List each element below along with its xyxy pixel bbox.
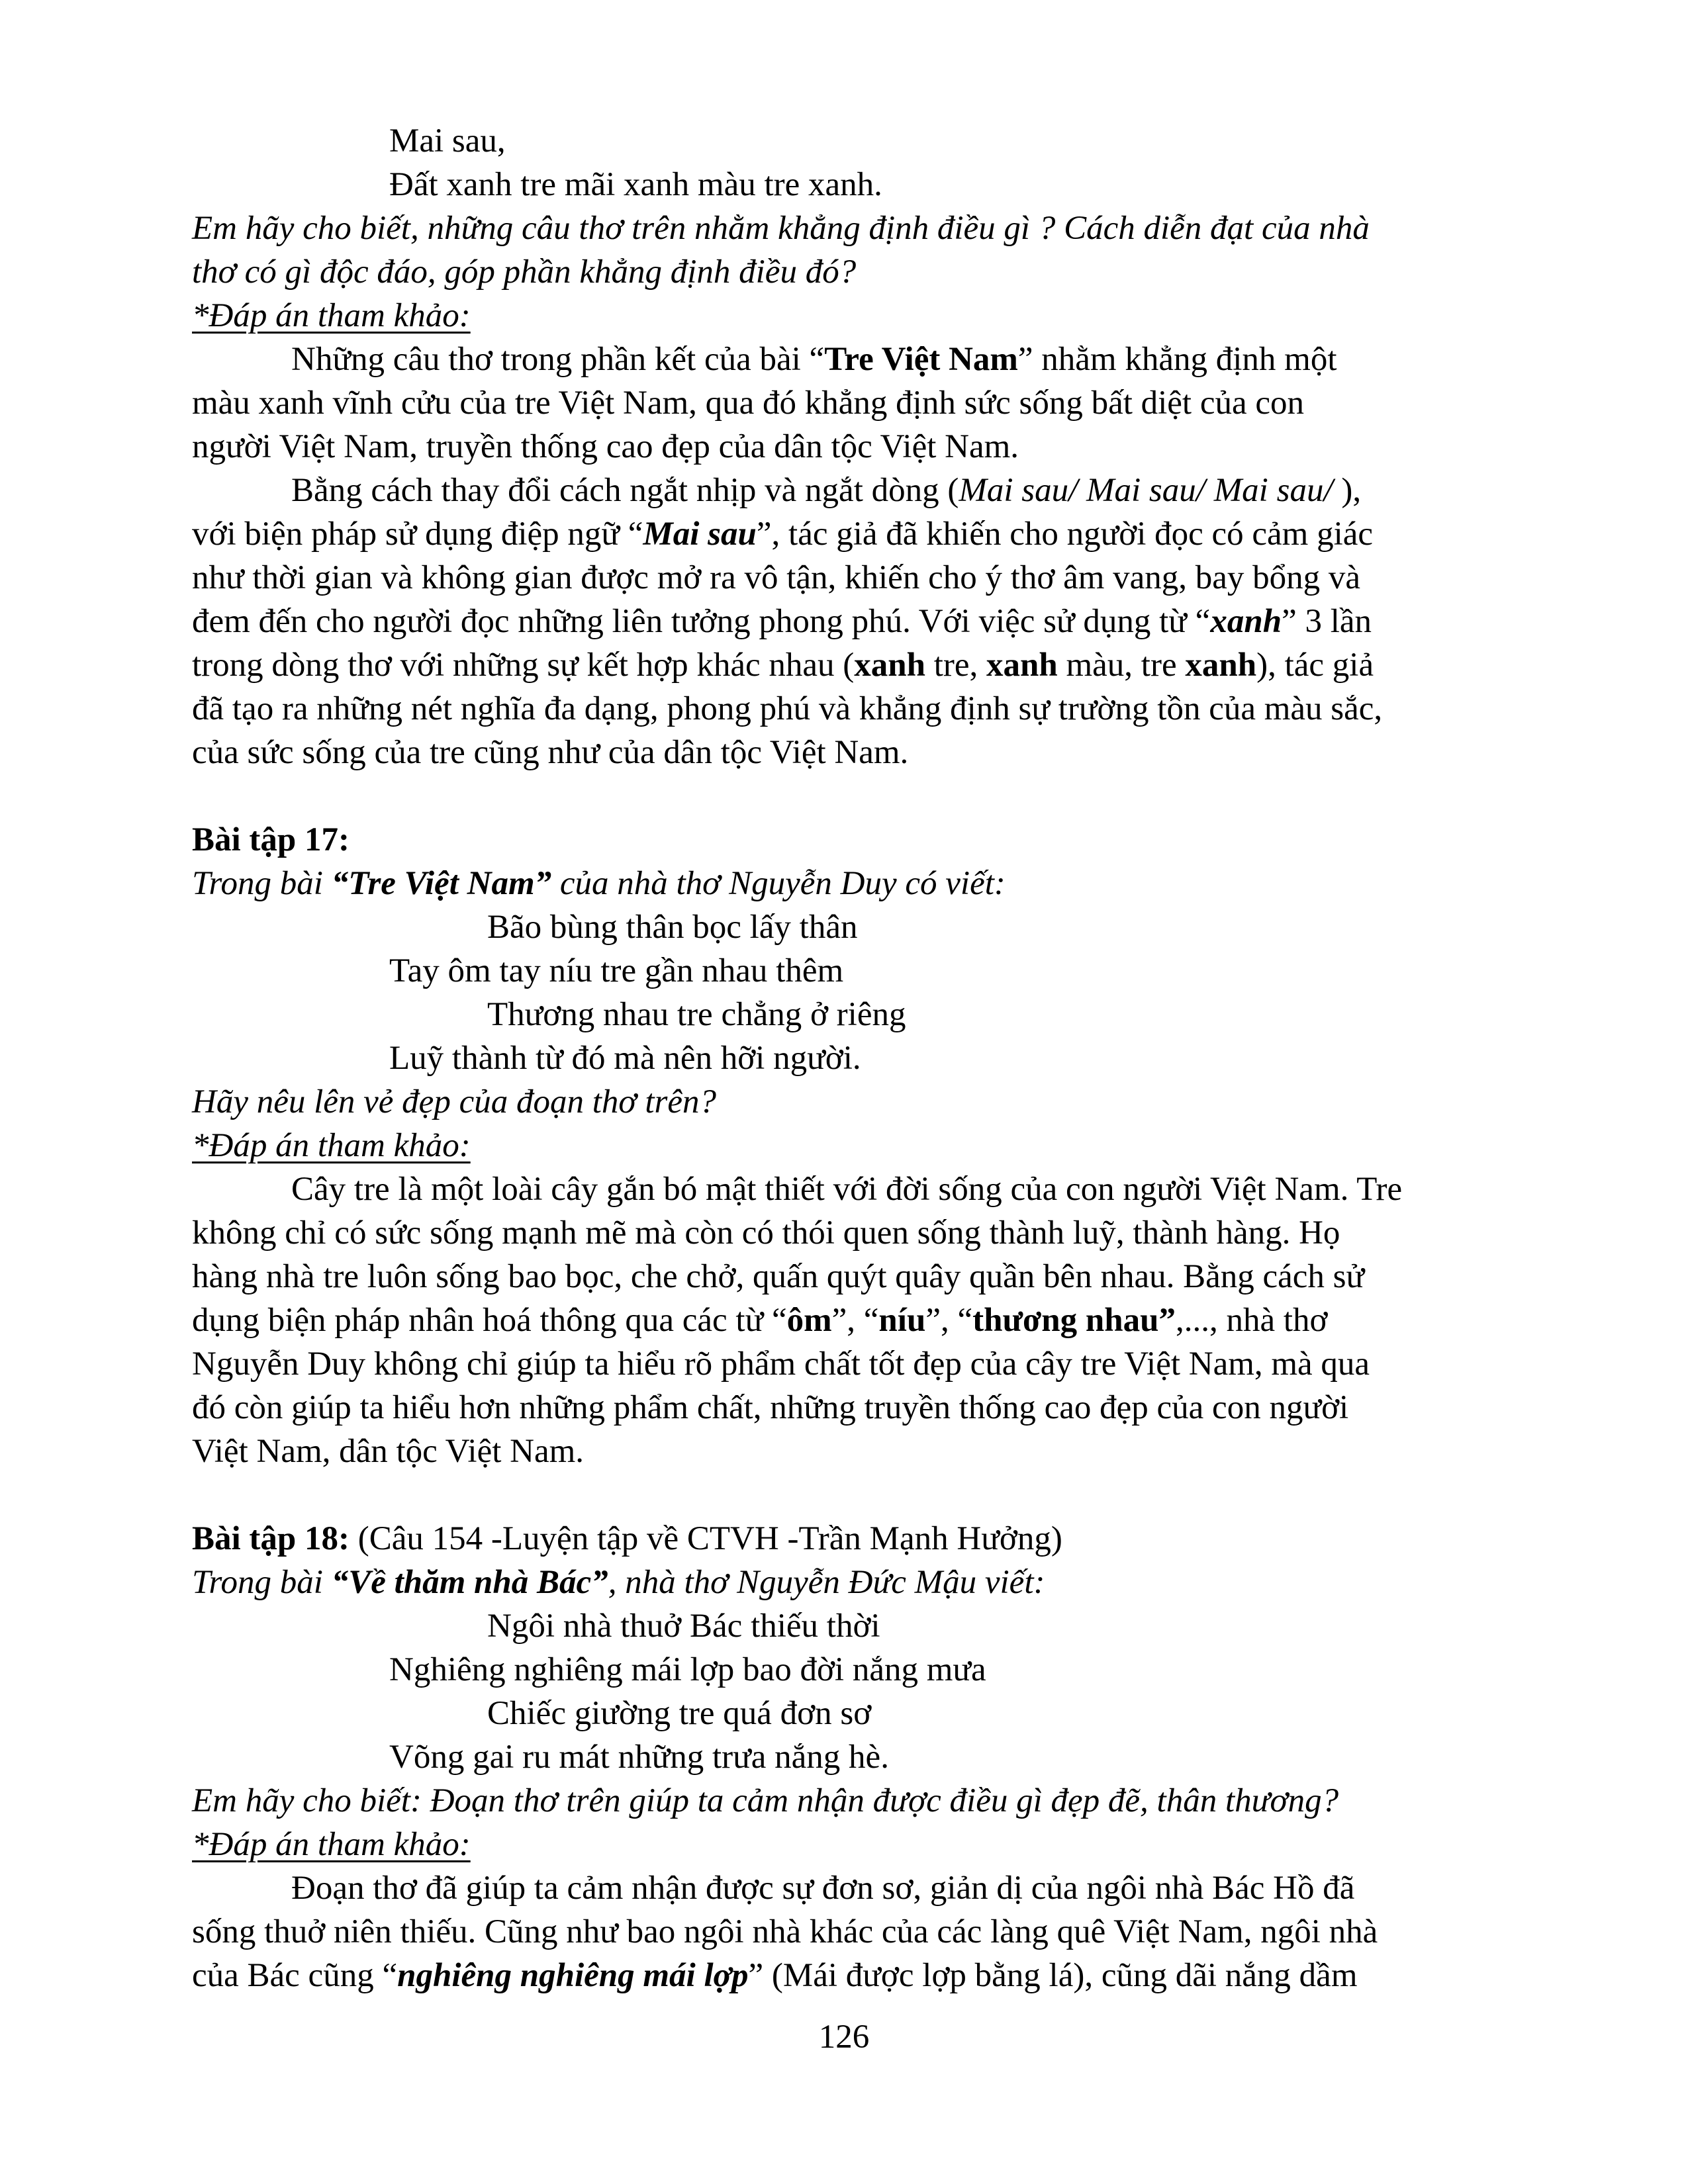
answer-text: ), tác giả (1256, 647, 1374, 684)
poem-line: Nghiêng nghiêng mái lợp bao đời nắng mưa (389, 1651, 986, 1688)
answer-text: với biện pháp sử dụng điệp ngữ “ (192, 516, 643, 553)
answer-text-italic: Mai sau/ Mai sau/ Mai sau/ (959, 472, 1333, 509)
answer-text: tre, (925, 647, 987, 684)
answer-line: sống thuở niên thiếu. Cũng như bao ngôi nhà khác của các làng quê Việt Nam, ngôi nhà (192, 1913, 1378, 1950)
answer-line: Cây tre là một loài cây gắn bó mật thiết với đời sống của con người Việt Nam. Tre (291, 1171, 1403, 1208)
exercise-heading: Bài tập 18: (192, 1520, 350, 1557)
poem-line: Đất xanh tre mãi xanh màu tre xanh. (389, 166, 882, 203)
answer-label: *Đáp án tham khảo: (192, 297, 471, 334)
question-text: Hãy nêu lên vẻ đẹp của đoạn thơ trên? (192, 1083, 716, 1120)
answer-line: Đoạn thơ đã giúp ta cảm nhận được sự đơn sơ, giản dị của ngôi nhà Bác Hồ đã (291, 1870, 1355, 1907)
answer-text-bold: thương nhau” (972, 1302, 1176, 1339)
exercise-heading: Bài tập 17: (192, 821, 350, 858)
poem-line: Tay ôm tay níu tre gần nhau thêm (389, 952, 844, 989)
answer-text: ”, “ (831, 1302, 879, 1339)
intro-text: của nhà thơ Nguyễn Duy có viết: (551, 865, 1006, 902)
answer-text: ), (1333, 472, 1362, 509)
answer-text: ”, “ (925, 1302, 973, 1339)
exercise-intro (192, 1561, 1045, 1604)
answer-line: như thời gian và không gian được mở ra vô tận, khiến cho ý thơ âm vang, bay bổng và (192, 559, 1361, 596)
intro-text: Trong bài (192, 865, 332, 902)
answer-text: Bằng cách thay đổi cách ngắt nhịp và ngắt dòng ( (291, 472, 959, 509)
answer-line: hàng nhà tre luôn sống bao bọc, che chở, quấn quýt quây quần bên nhau. Bằng cách sử (192, 1258, 1365, 1295)
answer-line (291, 338, 1337, 381)
answer-text: ”, tác giả đã khiến cho người đọc có cảm giác (756, 516, 1374, 553)
poem-line: Ngôi nhà thuở Bác thiếu thời (487, 1608, 880, 1645)
answer-text: ” (Mái được lợp bằng lá), cũng dãi nắng dầm (748, 1957, 1358, 1994)
answer-text: Những câu thơ trong phần kết của bài “ (291, 341, 825, 378)
answer-line (192, 643, 1374, 687)
answer-text-bold: níu (878, 1302, 926, 1339)
poem-line: Bão bùng thân bọc lấy thân (487, 909, 858, 946)
poem-title: “Tre Việt Nam” (331, 865, 552, 902)
answer-line (291, 469, 1361, 512)
exercise-source: (Câu 154 -Luyện tập về CTVH -Trần Mạnh Hưởng) (350, 1520, 1062, 1557)
answer-text: màu, tre (1057, 647, 1186, 684)
answer-text: của Bác cũng “ (192, 1957, 398, 1994)
answer-text-bold: ôm (786, 1302, 832, 1339)
answer-text: ” 3 lần (1282, 603, 1372, 640)
answer-text-bold: xanh (854, 647, 925, 684)
answer-text-bold: Tre Việt Nam (824, 341, 1018, 378)
answer-label: *Đáp án tham khảo: (192, 1127, 471, 1164)
poem-line: Võng gai ru mát những trưa nắng hè. (389, 1739, 889, 1776)
answer-line (192, 600, 1372, 643)
exercise-heading-line (192, 1517, 1062, 1561)
answer-line: người Việt Nam, truyền thống cao đẹp của dân tộc Việt Nam. (192, 428, 1019, 465)
poem-line: Thương nhau tre chẳng ở riêng (487, 996, 906, 1033)
intro-text: , nhà thơ Nguyễn Đức Mậu viết: (608, 1564, 1045, 1601)
answer-text-bold: xanh (1185, 647, 1257, 684)
answer-line (192, 1954, 1357, 1997)
poem-line: Chiếc giường tre quá đơn sơ (487, 1695, 872, 1732)
answer-text-bold: xanh (1210, 603, 1282, 640)
answer-text: trong dòng thơ với những sự kết hợp khác nhau ( (192, 647, 855, 684)
answer-line: Việt Nam, dân tộc Việt Nam. (192, 1433, 585, 1470)
answer-text: ,..., nhà thơ (1176, 1302, 1328, 1339)
poem-line: Mai sau, (389, 122, 506, 159)
question-text: Em hãy cho biết: Đoạn thơ trên giúp ta cảm nhận được điều gì đẹp đẽ, thân thương? (192, 1782, 1339, 1819)
exercise-intro (192, 862, 1006, 905)
answer-line: không chỉ có sức sống mạnh mẽ mà còn có thói quen sống thành luỹ, thành hàng. Họ (192, 1214, 1340, 1251)
answer-label: *Đáp án tham khảo: (192, 1826, 471, 1863)
answer-text-bold: xanh (986, 647, 1058, 684)
answer-line: đó còn giúp ta hiểu hơn những phẩm chất, những truyền thống cao đẹp của con người (192, 1389, 1349, 1426)
answer-text-bold: nghiêng nghiêng mái lợp (397, 1957, 749, 1994)
answer-line (192, 1298, 1328, 1342)
answer-line: màu xanh vĩnh cửu của tre Việt Nam, qua đó khẳng định sức sống bất diệt của con (192, 385, 1305, 422)
answer-line: Nguyễn Duy không chỉ giúp ta hiểu rõ phẩm chất tốt đẹp của cây tre Việt Nam, mà qua (192, 1345, 1370, 1383)
question-text: thơ có gì độc đáo, góp phần khẳng định điều đó? (192, 253, 857, 291)
answer-line (192, 512, 1373, 556)
question-text: Em hãy cho biết, những câu thơ trên nhằm khẳng định điều gì ? Cách diễn đạt của nhà (192, 210, 1370, 247)
poem-title: “Về thăm nhà Bác” (331, 1564, 608, 1601)
answer-text: ” nhằm khẳng định một (1017, 341, 1337, 378)
intro-text: Trong bài (192, 1564, 332, 1601)
answer-line: đã tạo ra những nét nghĩa đa dạng, phong phú và khẳng định sự trường tồn của màu sắc, (192, 690, 1383, 727)
page-number: 126 (818, 2019, 870, 2056)
poem-line: Luỹ thành từ đó mà nên hỡi người. (389, 1040, 861, 1077)
answer-text-bold: Mai sau (643, 516, 757, 553)
answer-text: đem đến cho người đọc những liên tưởng phong phú. Với việc sử dụng từ “ (192, 603, 1211, 640)
answer-text: dụng biện pháp nhân hoá thông qua các từ “ (192, 1302, 787, 1339)
answer-line: của sức sống của tre cũng như của dân tộc Việt Nam. (192, 734, 909, 771)
